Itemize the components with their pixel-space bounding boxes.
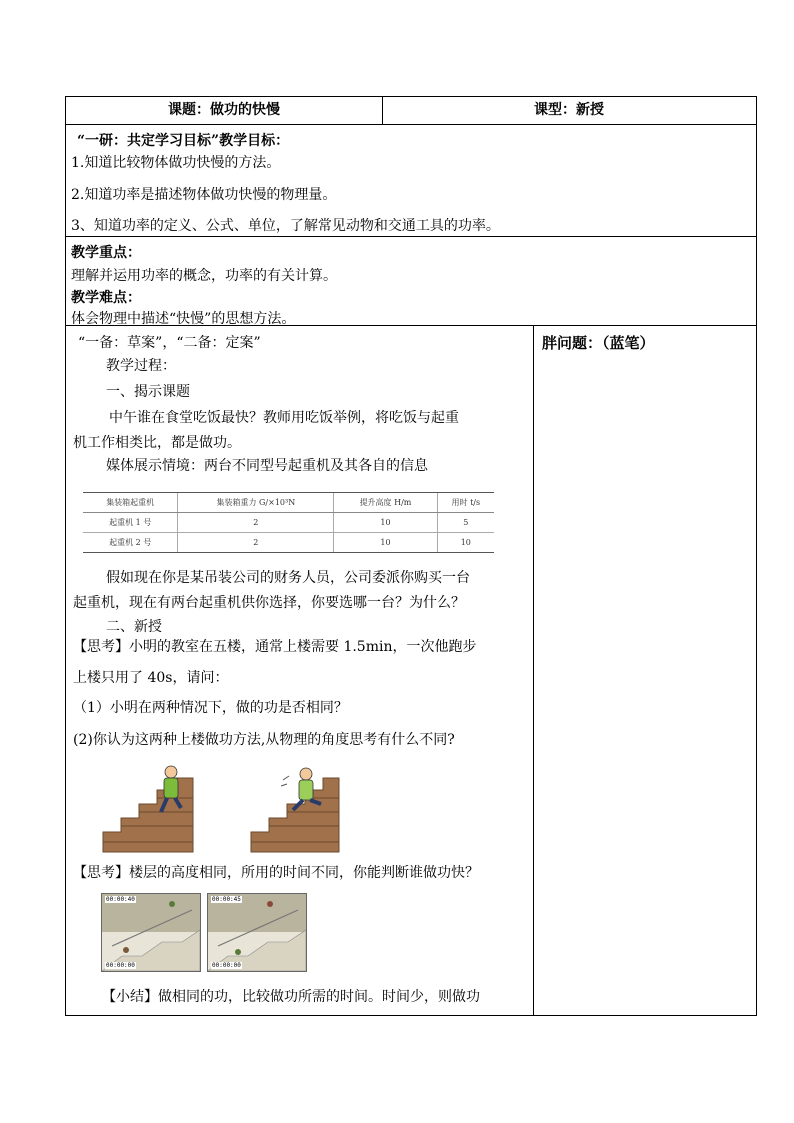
paragraph: 起重机，现在有两台起重机供你选择，你要选哪一台？为什么？: [73, 595, 465, 611]
paragraph: 机工作相类比，都是做功。: [73, 435, 241, 451]
timer-photo-2: [207, 893, 307, 972]
think-paragraph: 上楼只用了 40s，请问：: [73, 670, 229, 686]
crane-table-header: 集装箱起重机: [83, 493, 178, 513]
objective-item: 2.知道功率是描述物体做功快慢的物理量。: [71, 187, 337, 203]
objective-item: 3、知道功率的定义、公式、单位，了解常见动物和交通工具的功率。: [71, 218, 500, 234]
section-title: 二、新授: [106, 619, 162, 635]
timer-bottom: 00:00:00: [106, 962, 135, 969]
crane-table-cell: 5: [437, 513, 494, 533]
summary-paragraph: 【小结】做相同的功，比较做功所需的时间。时间少，则做功: [102, 989, 480, 1005]
side-question-heading: 胖问题：（蓝笔）: [542, 334, 655, 352]
lesson-topic: 课题：做功的快慢: [168, 102, 280, 118]
timer-top: 00:00:45: [212, 896, 241, 903]
timer-top: 00:00:40: [106, 896, 135, 903]
crane-table-cell: 起重机 1 号: [83, 513, 178, 533]
key-points-text: 理解并运用功率的概念，功率的有关计算。: [71, 268, 337, 284]
stairs-photo-icon: [208, 894, 306, 971]
objectives-section: [66, 124, 756, 236]
think-paragraph: 【思考】小明的教室在五楼，通常上楼需要 1.5min，一次他跑步: [73, 639, 477, 655]
crane-table-cell: 起重机 2 号: [83, 533, 178, 553]
stairs-walking-illustration: [101, 764, 341, 854]
difficulty-text: 体会物理中描述“快慢”的思想方法。: [71, 311, 296, 327]
question: （1）小明在两种情况下，做的功是否相同？: [73, 700, 348, 716]
key-points-section: [66, 236, 756, 327]
difficulty-heading: 教学难点：: [71, 290, 141, 306]
section-title: 一、揭示课题: [106, 384, 190, 400]
main-section: [66, 325, 756, 1015]
main-divider: [533, 326, 534, 1016]
objective-item: 1.知道比较物体做功快慢的方法。: [71, 155, 281, 171]
question: (2)你认为这两种上楼做功方法,从物理的角度思考有什么不同?: [73, 732, 455, 748]
lesson-plan-table: [65, 96, 757, 1016]
paragraph: 假如现在你是某吊装公司的财务人员，公司委派你购买一台: [106, 570, 470, 586]
timer-bottom: 00:00:00: [212, 962, 241, 969]
crane-table-cell: 10: [334, 533, 437, 553]
objectives-heading: “一研：共定学习目标”教学目标：: [77, 133, 290, 149]
crane-table-cell: 10: [334, 513, 437, 533]
crane-table: [83, 492, 494, 553]
crane-table-header: 集装箱重力 G/×10³N: [178, 493, 334, 513]
crane-table-header: 用时 t/s: [437, 493, 494, 513]
crane-table-cell: 2: [178, 533, 334, 553]
prep-line: “一备：草案”，“二备：定案”: [78, 335, 261, 351]
lesson-type: 课型：新授: [534, 102, 604, 118]
process-label: 教学过程：: [106, 358, 176, 374]
think-paragraph: 【思考】楼层的高度相同，所用的时间不同，你能判断谁做功快？: [73, 865, 479, 881]
crane-table-header: 提升高度 H/m: [334, 493, 437, 513]
crane-table-cell: 2: [178, 513, 334, 533]
key-points-heading: 教学重点：: [71, 245, 141, 261]
stairs-photo-icon: [102, 894, 200, 971]
media-line: 媒体展示情境：两台不同型号起重机及其各自的信息: [106, 458, 428, 474]
crane-table-cell: 10: [437, 533, 494, 553]
timer-photo-1: [101, 893, 201, 972]
paragraph: 中午谁在食堂吃饭最快？教师用吃饭举例，将吃饭与起重: [109, 410, 459, 426]
